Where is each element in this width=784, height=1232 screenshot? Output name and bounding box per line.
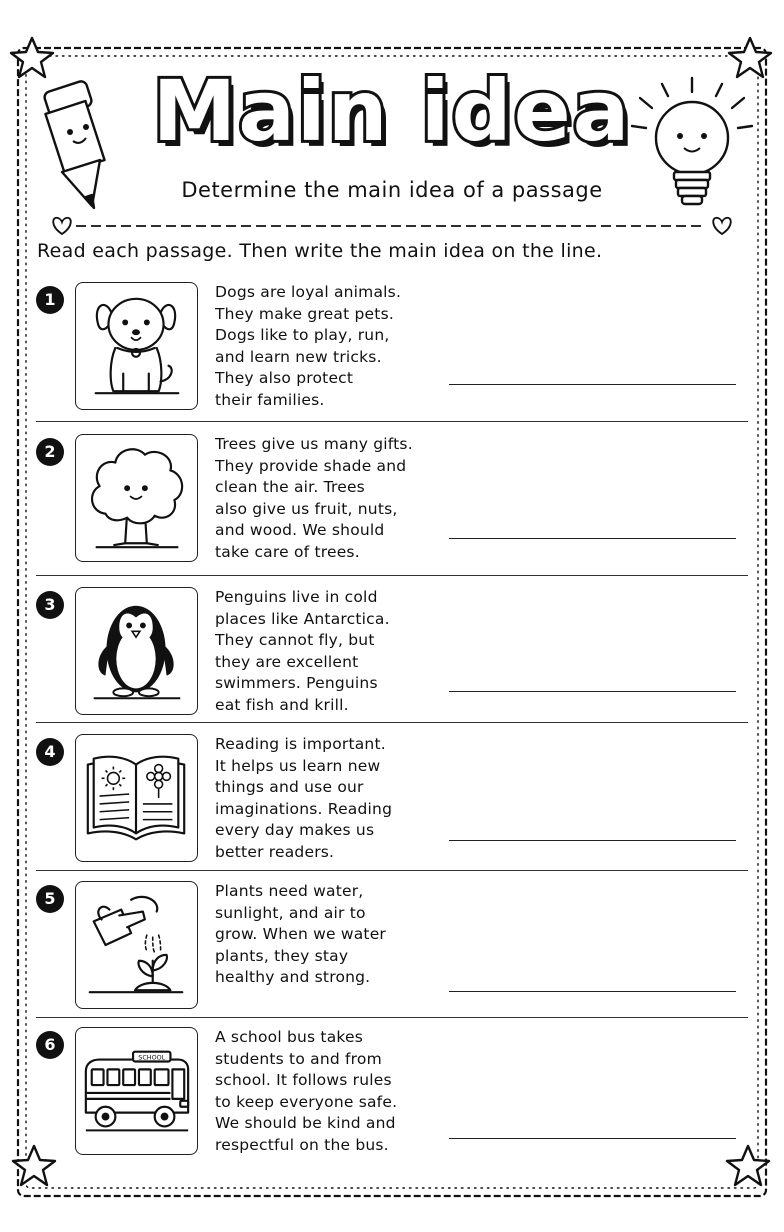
answer-line[interactable]: [449, 991, 736, 992]
passage-line: and learn new tricks.: [215, 347, 382, 366]
passage-line: They cannot fly, but: [215, 631, 375, 650]
passage-line: grow. When we water: [215, 925, 387, 944]
passage-text: [215, 881, 415, 989]
item-number-badge: 5: [36, 885, 64, 913]
star-icon: [13, 1146, 55, 1185]
passage-line: Dogs like to play, run,: [215, 326, 390, 345]
passage-line: sunlight, and air to: [215, 903, 366, 922]
passage-line: They provide shade and: [215, 456, 407, 475]
passage-line: respectful on the bus.: [215, 1135, 389, 1154]
school-bus-icon: [76, 1028, 197, 1154]
item-number-badge: 3: [36, 591, 64, 619]
open-book-icon: [76, 735, 197, 861]
passage-line: A school bus takes: [215, 1028, 364, 1046]
section-divider: [36, 421, 748, 422]
passage-line: and wood. We should: [215, 521, 385, 540]
watering-can-icon: [76, 882, 197, 1008]
page-title: Main idea: [152, 62, 632, 160]
passage-line: school. It follows rules: [215, 1071, 392, 1090]
passage-text: [215, 282, 415, 412]
item-number-badge: 4: [36, 738, 64, 766]
tree-picture: [75, 434, 198, 562]
passage-text: [215, 1027, 415, 1157]
passage-line: they are excellent: [215, 652, 359, 671]
passage-line: It helps us learn new: [215, 756, 381, 775]
book-picture: [75, 734, 198, 862]
answer-line[interactable]: [449, 1138, 736, 1139]
school-bus-picture: [75, 1027, 198, 1155]
passage-line: better readers.: [215, 842, 335, 861]
answer-line[interactable]: [449, 538, 736, 539]
passage-line: Trees give us many gifts.: [215, 435, 413, 453]
passage-line: Dogs are loyal animals.: [215, 283, 402, 301]
heart-icon: [53, 218, 71, 234]
penguin-picture: [75, 587, 198, 715]
passage-line: eat fish and krill.: [215, 695, 349, 714]
instructions-text: Read each passage. Then write the main idea on the line.: [37, 240, 603, 262]
passage-line: plants, they stay: [215, 946, 349, 965]
dog-icon: [76, 283, 197, 409]
section-divider: [36, 870, 748, 871]
passage-text: [215, 434, 415, 564]
passage-line: imaginations. Reading: [215, 799, 393, 818]
answer-line[interactable]: [449, 384, 736, 385]
passage-line: They also protect: [215, 369, 354, 388]
passage-line: Plants need water,: [215, 882, 364, 900]
passage-line: also give us fruit, nuts,: [215, 499, 398, 518]
tree-icon: [76, 435, 197, 561]
section-divider: [36, 722, 748, 723]
section-divider: [36, 1017, 748, 1018]
passage-line: clean the air. Trees: [215, 478, 365, 497]
passage-line: to keep everyone safe.: [215, 1092, 398, 1111]
passage-text: [215, 734, 415, 864]
passage-line: They make great pets.: [215, 304, 394, 323]
passage-line: We should be kind and: [215, 1114, 396, 1133]
section-divider: [36, 575, 748, 576]
passage-line: healthy and strong.: [215, 968, 371, 987]
passage-line: every day makes us: [215, 821, 375, 840]
passage-line: Reading is important.: [215, 735, 386, 753]
item-number-badge: 2: [36, 438, 64, 466]
star-icon: [727, 1146, 769, 1185]
passage-line: their families.: [215, 390, 325, 409]
heart-icon: [713, 218, 731, 234]
passage-line: swimmers. Penguins: [215, 674, 378, 693]
passage-text: [215, 587, 415, 717]
passage-line: students to and from: [215, 1049, 382, 1068]
answer-line[interactable]: [449, 691, 736, 692]
penguin-icon: [76, 588, 197, 714]
page-subtitle: Determine the main idea of a passage: [181, 178, 603, 202]
watering-can-picture: [75, 881, 198, 1009]
passage-line: take care of trees.: [215, 542, 360, 561]
item-number-badge: 6: [36, 1031, 64, 1059]
passage-line: places like Antarctica.: [215, 609, 390, 628]
answer-line[interactable]: [449, 840, 736, 841]
dog-picture: [75, 282, 198, 410]
bus-sign-text: SCHOOL: [138, 1053, 166, 1062]
passage-line: Penguins live in cold: [215, 588, 378, 606]
item-number-badge: 1: [36, 286, 64, 314]
passage-line: things and use our: [215, 778, 364, 797]
